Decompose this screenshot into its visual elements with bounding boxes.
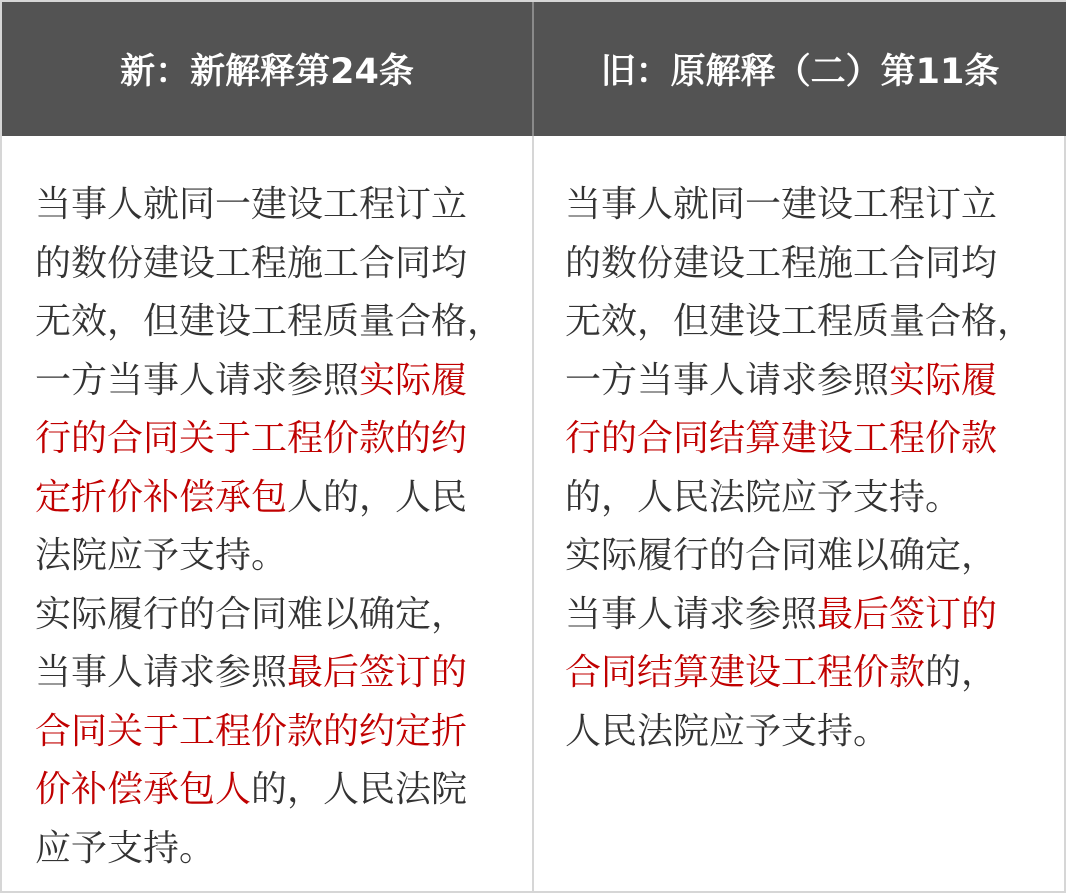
plain-text: 实际履行的合同难以确定，	[565, 535, 998, 576]
right-text-line	[565, 176, 1066, 235]
highlighted-text: 实际履	[359, 359, 468, 401]
right-text-line	[565, 586, 1066, 645]
right-text-line	[565, 644, 1066, 703]
left-text-line	[35, 761, 532, 820]
right-text-line	[565, 235, 1066, 294]
plain-text: 人民法院应予支持。	[565, 710, 890, 752]
plain-text: 法院应予支持。	[35, 535, 288, 576]
right-text-line	[565, 293, 1066, 352]
plain-text: 当事人就同一建设工程订立	[35, 184, 468, 225]
new-interpretation-header	[2, 2, 534, 136]
right-text-line	[565, 352, 1066, 411]
highlighted-text: 行的合同结算建设工程价款	[565, 418, 998, 459]
left-text-line	[35, 644, 532, 703]
plain-text: 当事人请求参照	[35, 652, 288, 693]
old-interpretation-header	[534, 2, 1066, 136]
plain-text: 的，	[925, 652, 998, 693]
left-text-line	[35, 820, 532, 879]
left-text-line	[35, 293, 532, 352]
highlighted-text: 行的合同关于工程价款的约	[35, 418, 468, 459]
plain-text: 一方当事人请求参照	[35, 359, 360, 401]
right-text-line	[565, 703, 1066, 762]
left-text-line	[35, 235, 532, 294]
highlighted-text: 最后签订的	[287, 652, 468, 693]
left-text-line	[35, 176, 532, 235]
highlighted-text: 定折价补偿承包	[35, 476, 288, 518]
plain-text: 当事人请求参照	[565, 593, 818, 635]
highlighted-text: 合同结算建设工程价款	[565, 652, 926, 693]
left-text-line	[35, 410, 532, 469]
plain-text: 当事人就同一建设工程订立	[565, 184, 998, 225]
highlighted-text: 实际履	[889, 359, 998, 401]
plain-text: 的数份建设工程施工合同均	[565, 242, 998, 284]
right-text-line	[565, 410, 1066, 469]
left-text-line	[35, 352, 532, 411]
left-text-line	[35, 703, 532, 762]
plain-text: 应予支持。	[35, 827, 216, 869]
right-text-line	[565, 527, 1066, 586]
left-text-line	[35, 469, 532, 528]
highlighted-text: 合同关于工程价款的约定折	[35, 710, 468, 752]
plain-text: 的，人民法院应予支持。	[565, 476, 962, 518]
plain-text: 无效，但建设工程质量合格，	[565, 301, 1034, 342]
highlighted-text: 价补偿承包人	[35, 769, 252, 810]
left-text-line	[35, 586, 532, 645]
plain-text: 实际履行的合同难以确定，	[35, 593, 468, 635]
plain-text: 无效，但建设工程质量合格，	[35, 301, 504, 342]
old-header-label: 旧：原解释（二）第11条	[600, 52, 1000, 92]
plain-text: 一方当事人请求参照	[565, 359, 890, 401]
plain-text: 的数份建设工程施工合同均	[35, 242, 468, 284]
left-text-line	[35, 527, 532, 586]
plain-text: 人的，人民	[287, 476, 468, 518]
old-interpretation-text	[534, 136, 1066, 893]
new-header-label: 新：新解释第24条	[120, 52, 414, 92]
plain-text: 的，人民法院	[251, 769, 468, 810]
new-interpretation-text	[2, 136, 534, 893]
right-text-line	[565, 469, 1066, 528]
highlighted-text: 最后签订的	[817, 593, 998, 635]
